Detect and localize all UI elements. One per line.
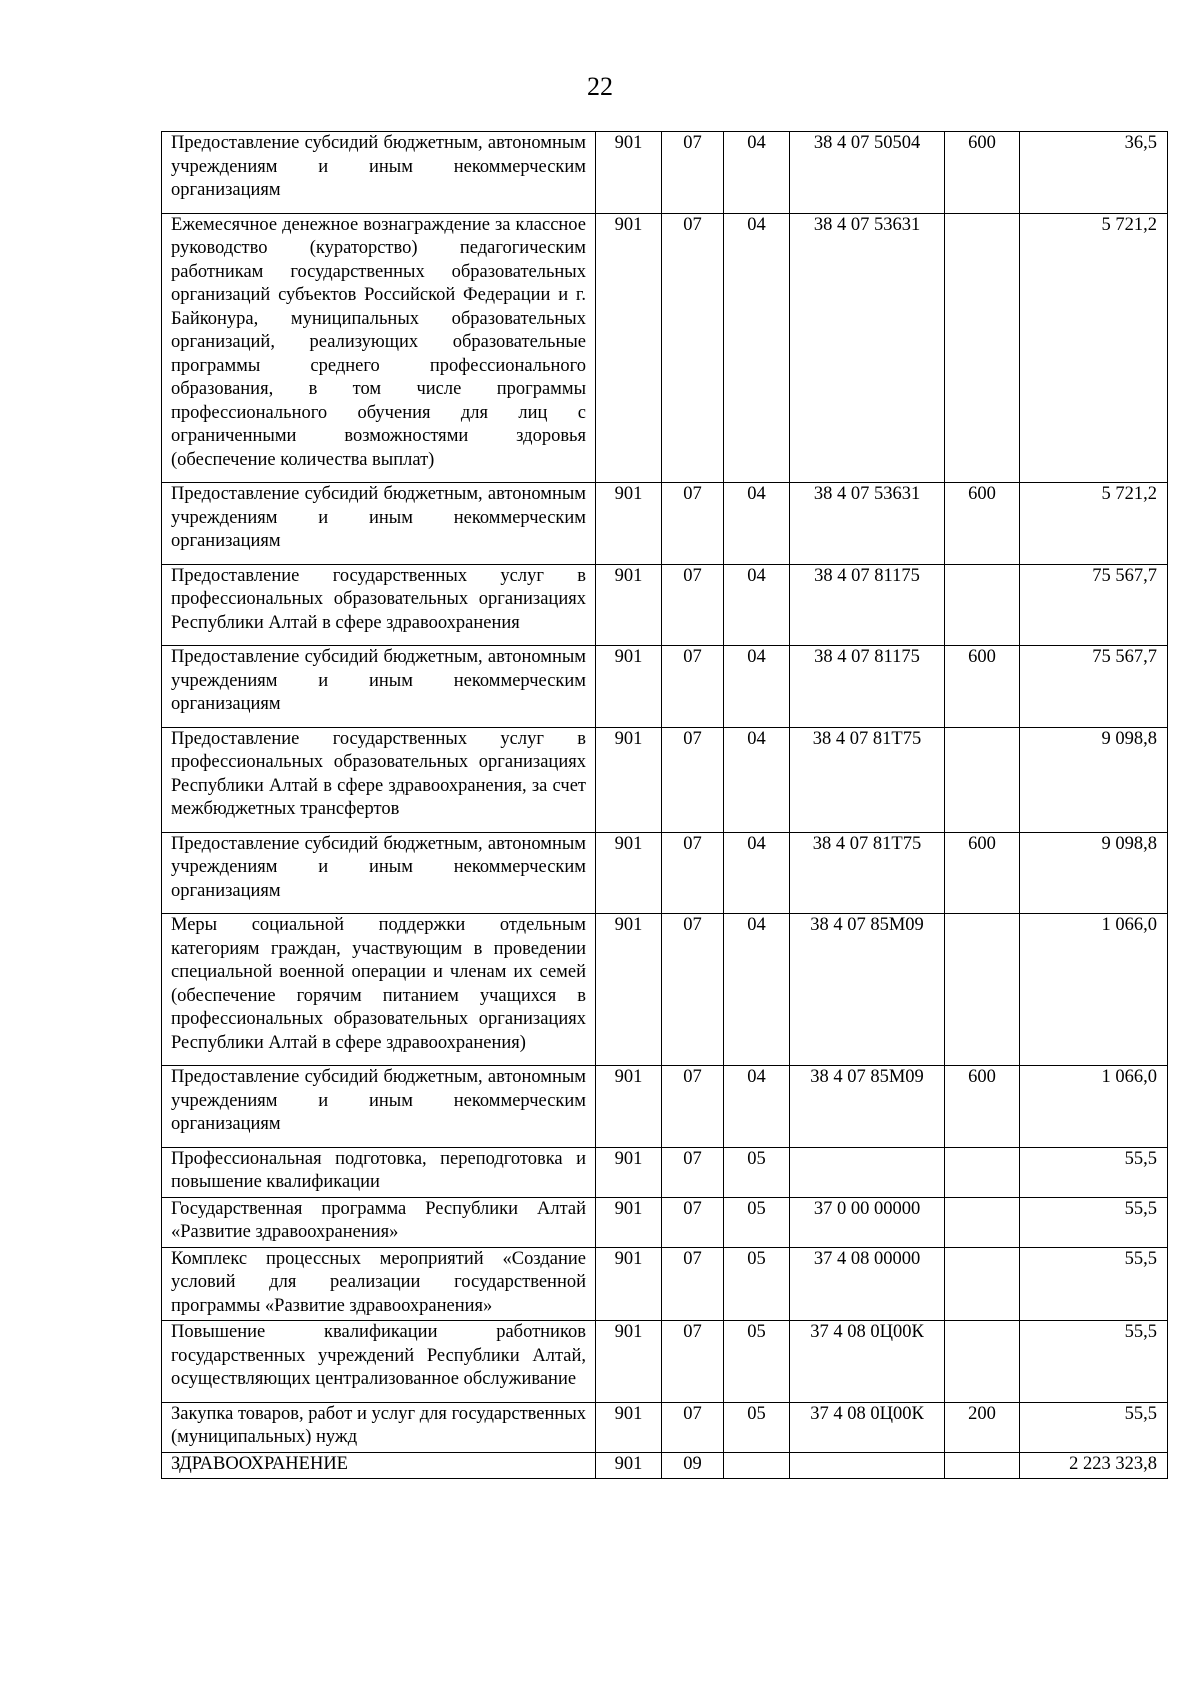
row-sum: 36,5: [1020, 132, 1168, 214]
row-csr: [790, 1452, 945, 1479]
row-sum: 55,5: [1020, 1197, 1168, 1247]
row-sum: 55,5: [1020, 1321, 1168, 1403]
row-sum: 1 066,0: [1020, 1066, 1168, 1148]
row-vr: [945, 914, 1020, 1066]
row-rz: 07: [662, 1147, 724, 1197]
row-pr: 04: [724, 564, 790, 646]
table-row: [162, 914, 1168, 1066]
row-vr: [945, 1197, 1020, 1247]
row-csr: 38 4 07 81175: [790, 564, 945, 646]
row-sum: 2 223 323,8: [1020, 1452, 1168, 1479]
row-gr: 901: [596, 646, 662, 728]
row-name: Меры социальной поддержки отдельным категориям граждан, участвующим в проведении специальной военной операции и членам их семей (обеспечение горячим питанием учащихся в профессиональных образовательных организациях Республики Алтай в сфере здравоохранения): [162, 914, 596, 1066]
row-sum: 55,5: [1020, 1402, 1168, 1452]
row-sum: 9 098,8: [1020, 727, 1168, 832]
row-pr: 05: [724, 1321, 790, 1403]
row-gr: 901: [596, 1197, 662, 1247]
row-name: Предоставление субсидий бюджетным, автономным учреждениям и иным некоммерческим организациям: [162, 832, 596, 914]
row-csr: 38 4 07 85М09: [790, 1066, 945, 1148]
row-vr: [945, 1321, 1020, 1403]
row-vr: [945, 213, 1020, 483]
row-rz: 07: [662, 1321, 724, 1403]
row-vr: 600: [945, 132, 1020, 214]
budget-table: [161, 131, 1168, 1479]
table-row: [162, 727, 1168, 832]
row-vr: 600: [945, 483, 1020, 565]
page-number: 22: [587, 72, 613, 101]
row-csr: 37 4 08 00000: [790, 1247, 945, 1321]
row-csr: 38 4 07 81175: [790, 646, 945, 728]
row-rz: 07: [662, 483, 724, 565]
table-row: [162, 832, 1168, 914]
row-sum: 9 098,8: [1020, 832, 1168, 914]
row-rz: 09: [662, 1452, 724, 1479]
row-pr: 04: [724, 832, 790, 914]
row-pr: 05: [724, 1197, 790, 1247]
row-csr: 37 4 08 0Ц00К: [790, 1321, 945, 1403]
row-name: Предоставление субсидий бюджетным, автономным учреждениям и иным некоммерческим организациям: [162, 483, 596, 565]
row-sum: 5 721,2: [1020, 483, 1168, 565]
table-row: [162, 483, 1168, 565]
row-vr: [945, 727, 1020, 832]
row-name: ЗДРАВООХРАНЕНИЕ: [162, 1452, 596, 1479]
row-gr: 901: [596, 914, 662, 1066]
row-vr: [945, 1147, 1020, 1197]
row-pr: 04: [724, 727, 790, 832]
row-rz: 07: [662, 914, 724, 1066]
table-row: [162, 213, 1168, 483]
row-vr: [945, 1452, 1020, 1479]
row-gr: 901: [596, 727, 662, 832]
row-name: Ежемесячное денежное вознаграждение за классное руководство (кураторство) педагогическим работникам государственных образовательных организаций субъектов Российской Федерации и г. Байконура, муниципальных образовательных организаций, реализующих образовательные программы среднего профессионального образования, в том числе программы профессионального обучения для лиц с ограниченными возможностями здоровья (обеспечение количества выплат): [162, 213, 596, 483]
table-row: [162, 646, 1168, 728]
table-row: [162, 1452, 1168, 1479]
row-pr: 04: [724, 132, 790, 214]
row-sum: 55,5: [1020, 1247, 1168, 1321]
row-gr: 901: [596, 832, 662, 914]
row-name: Профессиональная подготовка, переподготовка и повышение квалификации: [162, 1147, 596, 1197]
row-vr: [945, 1247, 1020, 1321]
row-csr: 38 4 07 81Т75: [790, 832, 945, 914]
row-csr: 38 4 07 53631: [790, 213, 945, 483]
row-gr: 901: [596, 564, 662, 646]
row-pr: 05: [724, 1402, 790, 1452]
row-vr: 600: [945, 832, 1020, 914]
row-gr: 901: [596, 1321, 662, 1403]
row-pr: 04: [724, 646, 790, 728]
row-name: Предоставление субсидий бюджетным, автономным учреждениям и иным некоммерческим организациям: [162, 646, 596, 728]
row-csr: 38 4 07 81Т75: [790, 727, 945, 832]
row-csr: 38 4 07 85М09: [790, 914, 945, 1066]
row-csr: 38 4 07 53631: [790, 483, 945, 565]
row-vr: 600: [945, 646, 1020, 728]
row-pr: [724, 1452, 790, 1479]
table-row: [162, 1247, 1168, 1321]
row-rz: 07: [662, 1197, 724, 1247]
table-row: [162, 564, 1168, 646]
row-name: Закупка товаров, работ и услуг для государственных (муниципальных) нужд: [162, 1402, 596, 1452]
table-row: [162, 1147, 1168, 1197]
row-vr: [945, 564, 1020, 646]
row-pr: 04: [724, 914, 790, 1066]
row-gr: 901: [596, 483, 662, 565]
row-sum: 55,5: [1020, 1147, 1168, 1197]
table-row: [162, 1066, 1168, 1148]
row-rz: 07: [662, 213, 724, 483]
row-vr: 600: [945, 1066, 1020, 1148]
row-csr: 37 0 00 00000: [790, 1197, 945, 1247]
row-pr: 05: [724, 1247, 790, 1321]
row-pr: 04: [724, 483, 790, 565]
table-row: [162, 1197, 1168, 1247]
row-rz: 07: [662, 646, 724, 728]
row-sum: 75 567,7: [1020, 646, 1168, 728]
row-gr: 901: [596, 1247, 662, 1321]
row-sum: 75 567,7: [1020, 564, 1168, 646]
row-name: Повышение квалификации работников государственных учреждений Республики Алтай, осуществляющих централизованное обслуживание: [162, 1321, 596, 1403]
row-gr: 901: [596, 1066, 662, 1148]
row-csr: 37 4 08 0Ц00К: [790, 1402, 945, 1452]
table-row: [162, 132, 1168, 214]
row-pr: 04: [724, 213, 790, 483]
row-rz: 07: [662, 727, 724, 832]
table-row: [162, 1402, 1168, 1452]
row-name: Предоставление государственных услуг в профессиональных образовательных организациях Республики Алтай в сфере здравоохранения: [162, 564, 596, 646]
row-rz: 07: [662, 132, 724, 214]
row-name: Комплекс процессных мероприятий «Создание условий для реализации государственной программы «Развитие здравоохранения»: [162, 1247, 596, 1321]
row-rz: 07: [662, 1066, 724, 1148]
row-gr: 901: [596, 1402, 662, 1452]
row-gr: 901: [596, 1147, 662, 1197]
row-pr: 04: [724, 1066, 790, 1148]
row-vr: 200: [945, 1402, 1020, 1452]
row-csr: 38 4 07 50504: [790, 132, 945, 214]
row-name: Предоставление субсидий бюджетным, автономным учреждениям и иным некоммерческим организациям: [162, 132, 596, 214]
row-sum: 1 066,0: [1020, 914, 1168, 1066]
row-sum: 5 721,2: [1020, 213, 1168, 483]
row-pr: 05: [724, 1147, 790, 1197]
row-name: Государственная программа Республики Алтай «Развитие здравоохранения»: [162, 1197, 596, 1247]
row-name: Предоставление государственных услуг в профессиональных образовательных организациях Республики Алтай в сфере здравоохранения, за счет межбюджетных трансфертов: [162, 727, 596, 832]
row-gr: 901: [596, 1452, 662, 1479]
row-csr: [790, 1147, 945, 1197]
row-gr: 901: [596, 132, 662, 214]
row-rz: 07: [662, 832, 724, 914]
row-rz: 07: [662, 1402, 724, 1452]
row-rz: 07: [662, 1247, 724, 1321]
row-rz: 07: [662, 564, 724, 646]
row-gr: 901: [596, 213, 662, 483]
table-row: [162, 1321, 1168, 1403]
row-name: Предоставление субсидий бюджетным, автономным учреждениям и иным некоммерческим организациям: [162, 1066, 596, 1148]
